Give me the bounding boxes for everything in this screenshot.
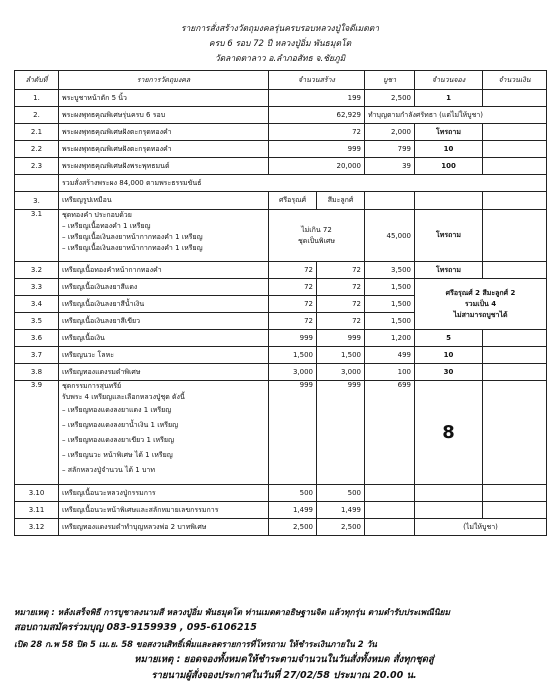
row-price: 45,000 <box>365 210 415 262</box>
table-row <box>15 175 547 192</box>
table-row <box>15 485 547 502</box>
row-no: 3.4 <box>15 296 59 313</box>
row-price: 39 <box>365 158 415 175</box>
row-price: 2,500 <box>365 90 415 107</box>
note-line: ศรีอรุณศ์ 2 สีมะลูกศ์ 2 <box>445 288 516 297</box>
row-name: ชุดกรรมการสุนทรีย์ <box>62 382 122 390</box>
table-row <box>15 364 547 381</box>
footer-line-2: สอบถามสมัครร่วมบุญ 083-9159939 , 095-6106215 <box>14 622 257 633</box>
row-qty: 72 <box>269 124 365 141</box>
row-amount <box>483 502 547 519</box>
table-row <box>15 262 547 279</box>
row-qty-a: 72 <box>269 262 317 279</box>
row-name: เหรียญทองแดงรมดำพิเศษ <box>59 364 269 381</box>
row-reserve: โทรถาม <box>415 262 483 279</box>
row-name: เหรียญรูปเหมือน <box>59 192 269 210</box>
row-price: 1,200 <box>365 330 415 347</box>
row-name: เหรียญเนื้อนวะหน้าพิเศษและสลักหมายเลขกรรมการ <box>59 502 269 519</box>
row-qty-b: 999 <box>317 330 365 347</box>
row-name: เหรียญเนื้อเงินลงยาสีแดง <box>59 279 269 296</box>
row-qty-a: 72 <box>269 279 317 296</box>
row-name: เหรียญทองแดงรมดำทำบุญหลวงพ่อ 2 บาทพิเศษ <box>59 519 269 536</box>
subheader-a: ศรีอรุณศ์ <box>269 192 317 210</box>
row-price <box>365 502 415 519</box>
footer-line-5: รายนามผู้สั่งจองประกาศในวันที่ 27/02/58 ประมาณ 20.00 น. <box>151 670 417 681</box>
row-reserve: 5 <box>415 330 483 347</box>
table-header-row <box>15 71 547 90</box>
table-row <box>15 279 547 296</box>
row-qty-note: ชุดเป็นพิเศษ <box>298 236 335 245</box>
row-qty-a: 500 <box>269 485 317 502</box>
row-reserve <box>415 485 483 502</box>
row-reserve: โทรถาม <box>415 124 483 141</box>
row-no: 3.5 <box>15 313 59 330</box>
row-qty-a: 999 <box>269 330 317 347</box>
row-qty: 62,929 <box>269 107 365 124</box>
row-qty-b: 999 <box>317 381 365 485</box>
row-no: 1. <box>15 90 59 107</box>
row-name: พระผงพุทธคุณพิเศษฝังพระพุทธมนต์ <box>59 158 269 175</box>
header-line-2: ครบ 6 รอบ 72 ปี หลวงปู่อิ่ม พันธมุตโต <box>208 39 352 49</box>
row-name: เหรียญเนื้อนวะหลวงปู่กรรมการ <box>59 485 269 502</box>
note-line: ไม่สามารถบูชาได้ <box>453 310 508 319</box>
row-qty-a: 72 <box>269 296 317 313</box>
row-amount <box>483 364 547 381</box>
row-qty-a: 999 <box>269 381 317 485</box>
row-name-block <box>59 381 269 485</box>
row-subline: รับพระ 4 เหรียญและเลือกหลวงปู่ชุด ดังนี้ <box>62 393 185 401</box>
row-price: 1,500 <box>365 296 415 313</box>
footer-line-4: หมายเหตุ : ยอดจองทั้งหมดให้ชำระตามจำนวนในวันสั่งทั้งหมด สั่งทุกชุดสู่ <box>134 654 434 665</box>
row-amount <box>483 330 547 347</box>
row-price <box>365 485 415 502</box>
row-no: 3.3 <box>15 279 59 296</box>
table-row <box>15 124 547 141</box>
table-row <box>15 330 547 347</box>
row-amount <box>483 158 547 175</box>
row-qty-b: 72 <box>317 296 365 313</box>
row-name: เหรียญเนื้อเงิน <box>59 330 269 347</box>
row-reserve <box>415 192 483 210</box>
row-qty-note: ไม่เกิน 72 <box>301 225 332 234</box>
footer-line-1: หมายเหตุ : หลังเสร็จพิธี การบูชาลงนามสี หลวงปู่อิ่ม พันธมุตโต ท่านเมตตาอธิษฐานจิต แล้วทุกรุ่น ตามตำรับประเพณีนิยม <box>14 607 450 617</box>
header-line-3: วัดลาดตาลาว อ.ลำภอสัทธ จ.ชัยภูมิ <box>214 54 346 64</box>
row-qty-a: 72 <box>269 313 317 330</box>
table-row <box>15 347 547 364</box>
row-no <box>15 175 59 192</box>
row-subline: – เหรียญเนื้อเงินลงยาหน้ากากทองคำ 1 เหรียญ <box>62 233 203 241</box>
header-price: บูชา <box>365 71 415 90</box>
row-qty-a: 2,500 <box>269 519 317 536</box>
row-subline: – เหรียญเนื้อทองคำ 1 เหรียญ <box>62 222 151 230</box>
row-qty: 20,000 <box>269 158 365 175</box>
header-qty: จำนวนสร้าง <box>269 71 365 90</box>
row-price: 799 <box>365 141 415 158</box>
row-name: เหรียญเนื้อเงินลงยาสีเขียว <box>59 313 269 330</box>
row-no: 3.11 <box>15 502 59 519</box>
row-qty-b: 1,499 <box>317 502 365 519</box>
row-reserve: 8 <box>415 381 483 485</box>
row-subline: – เหรียญเนื้อเงินลงยาหน้ากากทองคำ 1 เหรียญ <box>62 244 203 252</box>
document-footer <box>14 604 554 684</box>
row-no: 3.7 <box>15 347 59 364</box>
row-reserve: 10 <box>415 347 483 364</box>
row-amount <box>483 485 547 502</box>
row-price: 3,500 <box>365 262 415 279</box>
header-no: ลำดับที่ <box>15 71 59 90</box>
row-name-block <box>59 210 269 262</box>
handwritten-note <box>415 279 547 330</box>
row-price: 2,000 <box>365 124 415 141</box>
row-no: 3.6 <box>15 330 59 347</box>
row-no: 3.10 <box>15 485 59 502</box>
row-name: พระผงพุทธคุณพิเศษรุ่นครบ 6 รอบ <box>59 107 269 124</box>
row-qty-b: 72 <box>317 279 365 296</box>
row-qty-b: 72 <box>317 313 365 330</box>
row-no: 3.9 <box>15 381 59 485</box>
row-name: พระบูชาหน้าตัก 5 นิ้ว <box>59 90 269 107</box>
row-no: 2.1 <box>15 124 59 141</box>
table-row <box>15 210 547 262</box>
row-subline: – เหรียญทองแดงลงยาน้ำเงิน 1 เหรียญ <box>62 421 179 429</box>
row-price: 699 <box>365 381 415 485</box>
table-row <box>15 90 547 107</box>
row-no: 2.3 <box>15 158 59 175</box>
row-price <box>365 519 415 536</box>
row-no: 3.1 <box>15 210 59 262</box>
row-price: 1,500 <box>365 313 415 330</box>
row-qty-b: 3,000 <box>317 364 365 381</box>
row-no: 2.2 <box>15 141 59 158</box>
row-subline: – เหรียญทองแดงลงยาเขียว 1 เหรียญ <box>62 436 174 444</box>
row-no: 3. <box>15 192 59 210</box>
row-subline: – สลักหลวงปู่จำนวน ได้ 1 บาท <box>62 466 155 474</box>
row-reserve: 1 <box>415 90 483 107</box>
table-row <box>15 519 547 536</box>
row-reserve: โทรถาม <box>415 210 483 262</box>
row-amount <box>483 347 547 364</box>
row-reserve <box>415 502 483 519</box>
row-price: 499 <box>365 347 415 364</box>
table-row <box>15 381 547 485</box>
document-header <box>120 22 440 67</box>
table-row <box>15 158 547 175</box>
row-name: ชุดทองคำ ประกอบด้วย <box>62 211 132 219</box>
row-qty-b: 500 <box>317 485 365 502</box>
row-qty: 199 <box>269 90 365 107</box>
row-no: 3.2 <box>15 262 59 279</box>
row-price <box>365 192 415 210</box>
header-line-1: รายการสั่งสร้างวัตถุมงคลรุ่นครบรอบหลวงปู่ใจดีเมตตา <box>180 24 380 34</box>
items-table <box>14 70 547 536</box>
row-name: เหรียญเนื้อทองคำหน้ากากทองคำ <box>59 262 269 279</box>
row-name: เหรียญนวะ โลหะ <box>59 347 269 364</box>
row-note: (ไม่ให้บูชา) <box>415 519 547 536</box>
row-price: 100 <box>365 364 415 381</box>
row-amount <box>483 210 547 262</box>
row-qty-a: 1,500 <box>269 347 317 364</box>
header-item: รายการวัตถุมงคล <box>59 71 269 90</box>
subheader-b: สีมะลูกศ์ <box>317 192 365 210</box>
row-qty-a: 1,499 <box>269 502 317 519</box>
row-subline: – เหรียญทองแดงลงยาแดง 1 เหรียญ <box>62 406 172 414</box>
row-no: 2. <box>15 107 59 124</box>
table-row <box>15 141 547 158</box>
row-qty-b: 1,500 <box>317 347 365 364</box>
table-row <box>15 107 547 124</box>
row-name: เหรียญเนื้อเงินลงยาสีน้ำเงิน <box>59 296 269 313</box>
row-qty-b: 2,500 <box>317 519 365 536</box>
row-no: 3.12 <box>15 519 59 536</box>
row-qty: 999 <box>269 141 365 158</box>
note-line: รวมเป็น 4 <box>464 299 497 308</box>
footer-line-3: เปิด 28 ก.พ 58 ปิด 5 เม.ย. 58 ขอสงวนสิทธิ์เพิ่มและลดรายการที่โทรถาม ให้ชำระเงินภายใน 2 วัน <box>14 639 377 649</box>
row-qty-b: 72 <box>317 262 365 279</box>
row-reserve: 100 <box>415 158 483 175</box>
row-qty-block <box>269 210 365 262</box>
row-reserve: 10 <box>415 141 483 158</box>
row-amount <box>483 262 547 279</box>
table-row <box>15 192 547 210</box>
row-name: พระผงพุทธคุณพิเศษฝังตะกรุดทองคำ <box>59 124 269 141</box>
row-summary: รวมสั่งสร้างพระผง 84,000 ตามพระธรรมขันธ์ <box>59 175 547 192</box>
row-amount <box>483 192 547 210</box>
table-row <box>15 502 547 519</box>
row-no: 3.8 <box>15 364 59 381</box>
row-price-note: ทำบุญตามกำลังศรัทธา (แต่ไม่ให้บูชา) <box>365 107 547 124</box>
row-amount <box>483 90 547 107</box>
row-name: พระผงพุทธคุณพิเศษฝังตะกรุดทองคำ <box>59 141 269 158</box>
row-qty-a: 3,000 <box>269 364 317 381</box>
row-amount <box>483 124 547 141</box>
row-reserve: 30 <box>415 364 483 381</box>
row-amount <box>483 381 547 485</box>
header-reserve: จำนวนจอง <box>415 71 483 90</box>
row-subline: – เหรียญนวะ หน้าพิเศษ ได้ 1 เหรียญ <box>62 451 173 459</box>
row-price: 1,500 <box>365 279 415 296</box>
row-amount <box>483 141 547 158</box>
header-amount: จำนวนเงิน <box>483 71 547 90</box>
